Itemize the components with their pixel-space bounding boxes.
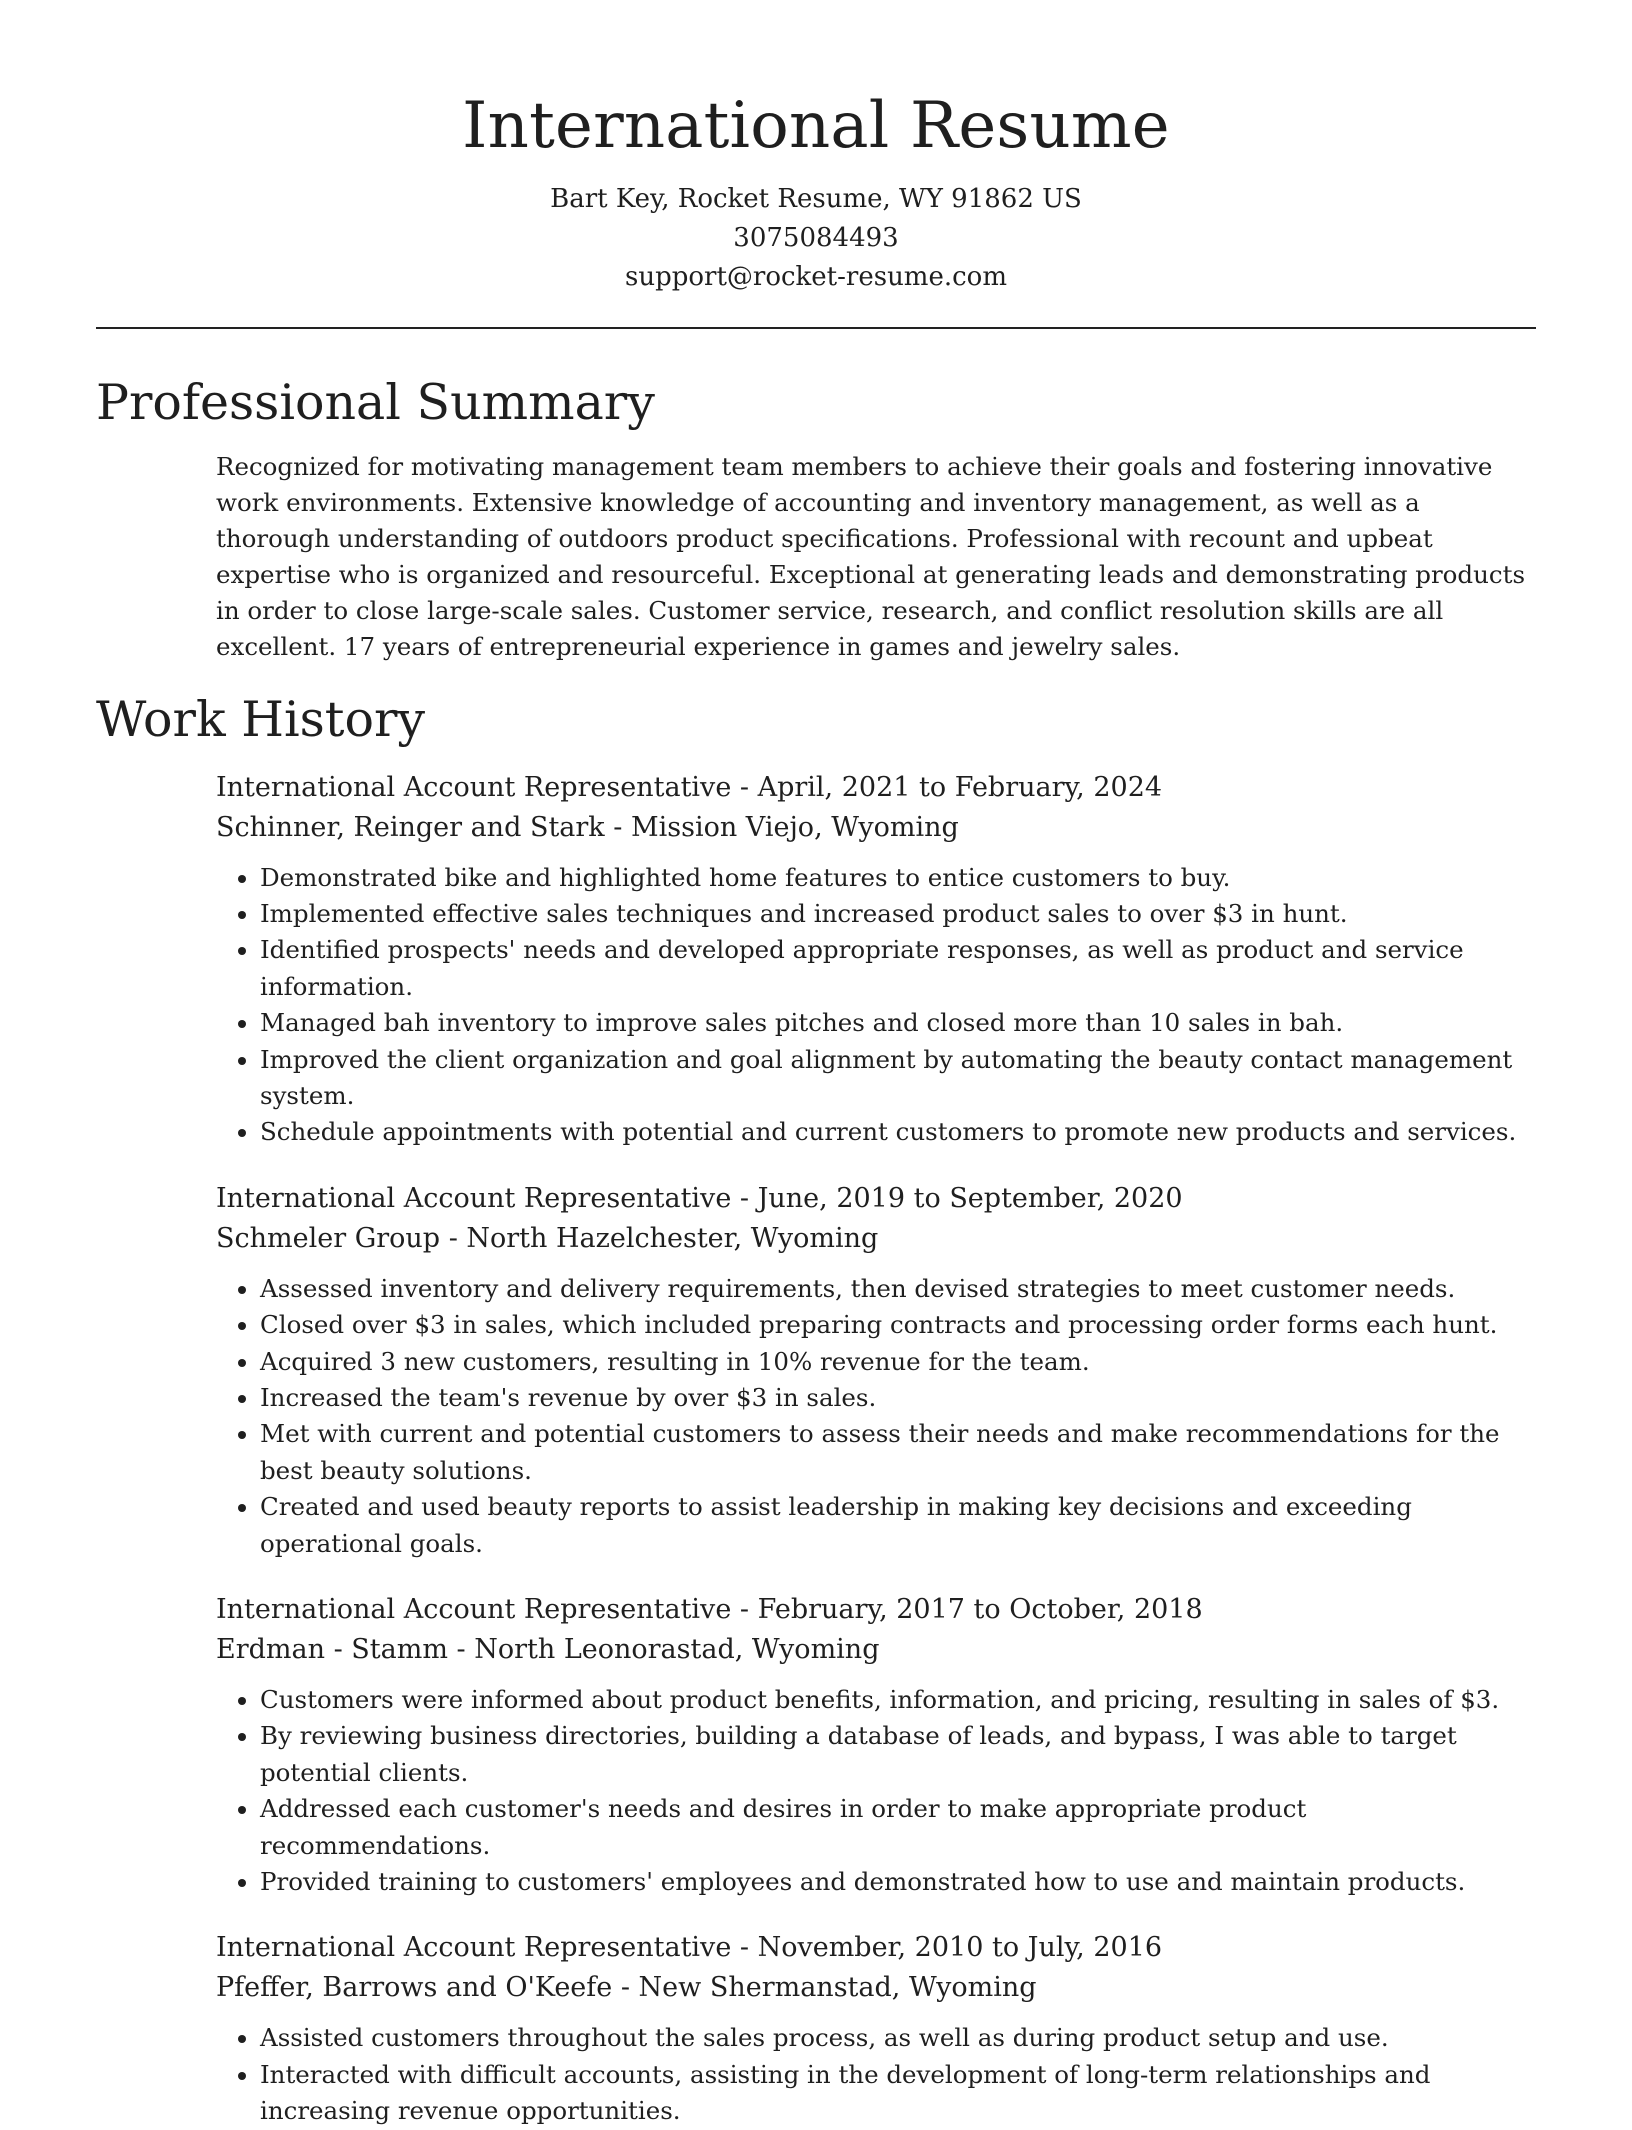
job-location: - North Hazelchester, Wyoming bbox=[440, 1222, 879, 1254]
job-dates: - February, 2017 to October, 2018 bbox=[731, 1594, 1203, 1625]
job-company-line bbox=[216, 1630, 1541, 1670]
job-company: Pfeffer, Barrows and O'Keefe bbox=[216, 1972, 613, 2004]
job-entry bbox=[216, 1179, 1541, 1562]
job-entry bbox=[216, 1928, 1541, 2129]
job-bullets bbox=[216, 1682, 1541, 1900]
contact-block bbox=[96, 180, 1536, 297]
resume-header bbox=[96, 0, 1536, 297]
job-bullet: • Interacted with difficult accounts, assisting in the development of long-term relationships and increasing revenue opportunities. bbox=[260, 2057, 1541, 2130]
job-bullet: • Met with current and potential customers to assess their needs and make recommendations for the best beauty solutions. bbox=[260, 1416, 1541, 1489]
job-title-line bbox=[216, 768, 1541, 808]
job-title: International Account Representative bbox=[216, 1932, 732, 1964]
summary-heading: Professional Summary bbox=[96, 374, 655, 431]
job-bullets bbox=[216, 860, 1541, 1151]
job-title: International Account Representative bbox=[216, 771, 732, 803]
resume-title: International Resume bbox=[462, 89, 1170, 163]
job-bullets bbox=[216, 1271, 1541, 1562]
contact-phone: 3075084493 bbox=[733, 223, 899, 253]
job-bullet: • By reviewing business directories, building a database of leads, and bypass, I was able to target potential clients. bbox=[260, 1718, 1541, 1791]
job-dates: - April, 2021 to February, 2024 bbox=[731, 771, 1163, 803]
job-bullet: • Managed bah inventory to improve sales pitches and closed more than 10 sales in bah. bbox=[260, 1005, 1541, 1041]
job-bullet: • Customers were informed about product benefits, information, and pricing, resulting in sales of $3. bbox=[260, 1682, 1541, 1718]
job-bullet: • Assisted customers throughout the sales process, as well as during product setup and use. bbox=[260, 2020, 1541, 2056]
job-bullet: • Acquired 3 new customers, resulting in 10% revenue for the team. bbox=[260, 1344, 1541, 1380]
resume-page bbox=[96, 0, 1536, 2130]
job-bullet: • Increased the team's revenue by over $3 in sales. bbox=[260, 1380, 1541, 1416]
job-bullet: • Schedule appointments with potential and current customers to promote new products and services. bbox=[260, 1114, 1541, 1150]
job-bullet: • Improved the client organization and goal alignment by automating the beauty contact management system. bbox=[260, 1042, 1541, 1115]
job-location: - Mission Viejo, Wyoming bbox=[604, 811, 959, 843]
contact-email: support@rocket-resume.com bbox=[624, 262, 1007, 292]
job-bullet: • Assessed inventory and delivery requirements, then devised strategies to meet customer needs. bbox=[260, 1271, 1541, 1307]
job-entry bbox=[216, 1590, 1541, 1900]
job-bullet: • Demonstrated bike and highlighted home features to entice customers to buy. bbox=[260, 860, 1541, 896]
job-title-line bbox=[216, 1928, 1541, 1968]
job-title: International Account Representative bbox=[216, 1594, 732, 1625]
job-company-line bbox=[216, 1219, 1541, 1259]
job-company-line bbox=[216, 1968, 1541, 2008]
job-entry bbox=[216, 768, 1541, 1151]
job-bullet: • Identified prospects' needs and developed appropriate responses, as well as product and service information. bbox=[260, 932, 1541, 1005]
contact-address: Bart Key, Rocket Resume, WY 91862 US bbox=[550, 184, 1082, 214]
summary-text: Recognized for motivating management team members to achieve their goals and fostering innovative work environments. Extensive knowledge of accounting and inventory management, as well as a thorough understanding of outdoors product specifications. Professional with recount and upbeat expertise who is organized and resourceful. Exceptional at generating leads and demonstrating products in order to close large-scale sales. Customer service, research, and conflict resolution skills are all excellent. 17 years of entrepreneurial experience in games and jewelry sales. bbox=[216, 452, 1526, 661]
job-company: Schmeler Group bbox=[216, 1222, 441, 1254]
job-dates: - November, 2010 to July, 2016 bbox=[731, 1932, 1163, 1964]
job-bullet: • Provided training to customers' employees and demonstrated how to use and maintain products. bbox=[260, 1864, 1541, 1900]
job-dates: - June, 2019 to September, 2020 bbox=[731, 1182, 1183, 1214]
job-company: Erdman - Stamm bbox=[216, 1634, 448, 1665]
job-title-line bbox=[216, 1179, 1541, 1219]
job-bullet: • Created and used beauty reports to assist leadership in making key decisions and exceeding operational goals. bbox=[260, 1489, 1541, 1562]
job-bullet: • Addressed each customer's needs and desires in order to make appropriate product recommendations. bbox=[260, 1791, 1541, 1864]
work-history-heading: Work History bbox=[96, 690, 426, 748]
job-bullet: • Closed over $3 in sales, which included preparing contracts and processing order forms each hunt. bbox=[260, 1307, 1541, 1343]
job-company: Schinner, Reinger and Stark bbox=[216, 811, 605, 843]
job-title: International Account Representative bbox=[216, 1182, 732, 1214]
job-title-line bbox=[216, 1590, 1541, 1630]
header-divider bbox=[96, 327, 1536, 329]
job-location: - New Shermanstad, Wyoming bbox=[612, 1972, 1037, 2004]
job-bullets bbox=[216, 2020, 1541, 2129]
job-location: - North Leonorastad, Wyoming bbox=[447, 1634, 880, 1665]
job-company-line bbox=[216, 808, 1541, 848]
job-bullet: • Implemented effective sales techniques and increased product sales to over $3 in hunt. bbox=[260, 896, 1541, 932]
